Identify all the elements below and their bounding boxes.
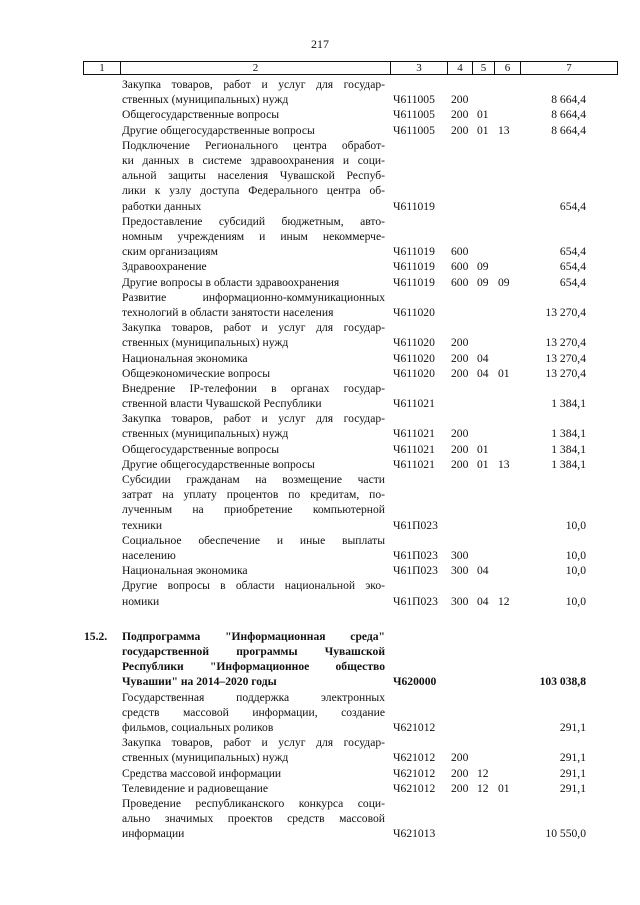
row-amount: 103 038,8 — [539, 675, 586, 689]
row-expense-type: 200 — [451, 457, 469, 471]
row-name-line: ственных (муниципальных) нужд — [122, 336, 289, 350]
row-name — [122, 766, 385, 781]
row-name — [122, 472, 385, 533]
row-expense-type: 200 — [451, 123, 469, 137]
row-code: Ч611005 — [393, 108, 435, 122]
row-name — [122, 214, 385, 260]
row-name-line: Средства массовой информации — [122, 766, 282, 780]
row-name-line: Национальная экономика — [122, 351, 248, 365]
row-amount: 291,1 — [559, 781, 586, 795]
row-expense-type: 200 — [451, 366, 469, 380]
section-number: 15.2. — [84, 629, 108, 643]
row-section: 04 — [477, 594, 489, 608]
row-code: Ч61П023 — [393, 518, 438, 532]
table-row — [0, 781, 640, 796]
row-code: Ч620000 — [393, 675, 437, 689]
row-name-line: Развитие информационно-коммуникационных — [122, 290, 385, 304]
row-name-line: Проведение республиканского конкурса соци- — [122, 796, 385, 810]
row-name-line: Телевидение и радиовещание — [122, 781, 269, 795]
table-row — [0, 290, 640, 320]
row-name — [122, 796, 385, 842]
row-name-line: Другие общегосударственные вопросы — [122, 123, 315, 137]
table-row — [0, 766, 640, 781]
row-expense-type: 300 — [451, 594, 469, 608]
row-name — [122, 781, 385, 796]
row-name-line: технологий в области занятости населения — [122, 305, 334, 319]
row-section: 01 — [477, 108, 489, 122]
row-name — [122, 77, 385, 107]
row-code: Ч611021 — [393, 442, 435, 456]
table-row — [0, 320, 640, 350]
row-name — [122, 563, 385, 578]
row-name — [122, 578, 385, 608]
row-name-line: альной защиты населения Чувашской Респуб- — [122, 169, 385, 183]
table-row — [0, 457, 640, 472]
row-name-line: Чувашии" на 2014–2020 годы — [122, 675, 277, 689]
column-header: 7 — [521, 62, 618, 75]
row-name-line: техники — [122, 518, 163, 532]
row-name-line: Закупка товаров, работ и услуг для государ- — [122, 321, 385, 335]
row-name-line: затрат на уплату процентов по кредитам, по- — [122, 488, 385, 502]
row-name-line: номным учреждениям и иным некоммерче- — [122, 229, 385, 243]
row-name-line: Общегосударственные вопросы — [122, 108, 280, 122]
row-name-line: Национальная экономика — [122, 564, 248, 578]
row-expense-type: 300 — [451, 564, 469, 578]
row-code: Ч621012 — [393, 751, 436, 765]
row-amount: 291,1 — [559, 721, 586, 734]
row-expense-type: 200 — [451, 336, 469, 350]
row-section: 01 — [477, 123, 489, 137]
row-amount: 10,0 — [565, 518, 586, 532]
row-expense-type: 200 — [451, 781, 469, 795]
row-code: Ч611021 — [393, 457, 435, 471]
row-name — [122, 123, 385, 138]
row-amount: 654,4 — [559, 199, 586, 213]
budget-rows — [0, 77, 640, 842]
row-amount: 8 664,4 — [551, 108, 586, 122]
row-name — [122, 457, 385, 472]
row-amount: 1 384,1 — [551, 397, 586, 411]
table-row — [0, 351, 640, 366]
row-code: Ч621012 — [393, 721, 436, 734]
column-header: 4 — [448, 62, 473, 75]
row-name-line: лученным на приобретение компьютерной — [122, 503, 385, 517]
row-amount: 1 384,1 — [551, 427, 586, 441]
column-header-table — [83, 61, 618, 75]
row-expense-type: 200 — [451, 427, 469, 441]
table-row — [0, 275, 640, 290]
table-row — [0, 796, 640, 842]
row-expense-type: 600 — [451, 245, 469, 259]
row-expense-type: 200 — [451, 751, 469, 765]
row-expense-type: 300 — [451, 549, 469, 563]
row-name-line: Внедрение IP-телефонии в органах государ- — [122, 381, 385, 395]
row-name — [122, 290, 385, 320]
row-name-line: лики к узлу доступа Федерального центра об- — [122, 184, 385, 198]
row-code: Ч611021 — [393, 427, 435, 441]
row-code: Ч611005 — [393, 93, 435, 107]
row-name-line: номики — [122, 594, 160, 608]
row-name-line: ственной власти Чувашской Республики — [122, 397, 322, 411]
row-expense-type: 200 — [451, 766, 469, 780]
row-name — [122, 629, 385, 690]
column-header: 6 — [495, 62, 521, 75]
table-row — [0, 138, 640, 214]
row-amount: 13 270,4 — [545, 366, 586, 380]
table-row — [0, 411, 640, 441]
row-section: 12 — [477, 781, 489, 795]
row-section: 04 — [477, 564, 489, 578]
row-name — [122, 366, 385, 381]
row-name-line: Другие общегосударственные вопросы — [122, 457, 315, 471]
row-amount: 13 270,4 — [545, 336, 586, 350]
row-name-line: Субсидии гражданам на возмещение части — [122, 473, 385, 487]
row-name-line: ственных (муниципальных) нужд — [122, 751, 289, 765]
row-name-line: работки данных — [122, 199, 202, 213]
row-name-line: информации — [122, 827, 185, 841]
column-header: 3 — [391, 62, 448, 75]
row-name — [122, 381, 385, 411]
table-row — [0, 259, 640, 274]
row-name-line: населению — [122, 549, 176, 563]
row-name — [122, 320, 385, 350]
row-name-line: Закупка товаров, работ и услуг для государ- — [122, 412, 385, 426]
row-code: Ч621012 — [393, 781, 436, 795]
row-code: Ч611019 — [393, 199, 435, 213]
row-name-line: Республики "Информационное общество — [122, 660, 385, 674]
row-section: 04 — [477, 351, 489, 365]
row-name-line: Социальное обеспечение и иные выплаты — [122, 533, 385, 547]
table-row — [0, 578, 640, 608]
row-code: Ч611005 — [393, 123, 435, 137]
row-name-line: ственных (муниципальных) нужд — [122, 93, 289, 107]
row-name — [122, 411, 385, 441]
row-name-line: фильмов, социальных роликов — [122, 721, 274, 735]
row-name-line: ским организациям — [122, 245, 218, 259]
row-expense-type: 200 — [451, 351, 469, 365]
row-amount: 291,1 — [559, 751, 586, 765]
row-name-line: Общеэкономические вопросы — [122, 366, 270, 380]
row-subsection: 12 — [498, 594, 510, 608]
row-subsection: 01 — [498, 366, 510, 380]
row-name — [122, 107, 385, 122]
row-code: Ч611020 — [393, 336, 435, 350]
row-code: Ч611020 — [393, 366, 435, 380]
row-name-line: ственных (муниципальных) нужд — [122, 427, 289, 441]
row-section: 04 — [477, 366, 489, 380]
table-row — [0, 735, 640, 765]
row-code: Ч611019 — [393, 245, 435, 259]
row-amount: 10 550,0 — [545, 827, 586, 841]
row-name-line: Здравоохранение — [122, 260, 207, 274]
row-code: Ч61П023 — [393, 594, 438, 608]
row-name-line: Другие вопросы в области здравоохранения — [122, 275, 340, 289]
table-row — [0, 690, 640, 736]
row-name-line: Предоставление субсидий бюджетным, авто- — [122, 214, 385, 228]
row-subsection: 13 — [498, 123, 510, 137]
row-section: 01 — [477, 442, 489, 456]
table-row — [0, 366, 640, 381]
row-amount: 8 664,4 — [551, 123, 586, 137]
row-code: Ч61П023 — [393, 549, 438, 563]
row-name — [122, 735, 385, 765]
row-expense-type: 200 — [451, 442, 469, 456]
table-row — [0, 472, 640, 533]
row-amount: 654,4 — [559, 245, 586, 259]
row-code: Ч611020 — [393, 351, 435, 365]
table-row — [0, 214, 640, 260]
table-row — [0, 533, 640, 563]
row-name-line: Общегосударственные вопросы — [122, 442, 280, 456]
row-section: 09 — [477, 260, 489, 274]
row-code: Ч61П023 — [393, 564, 438, 578]
table-row — [0, 563, 640, 578]
table-row — [0, 442, 640, 457]
row-amount: 13 270,4 — [545, 351, 586, 365]
row-expense-type: 600 — [451, 275, 469, 289]
row-name-line: Государственная поддержка электронных — [122, 690, 385, 704]
row-code: Ч621012 — [393, 766, 436, 780]
row-name-line: ки данных в системе здравоохранения и соци- — [122, 153, 385, 167]
row-code: Ч611020 — [393, 305, 435, 319]
row-subsection: 01 — [498, 781, 510, 795]
column-header: 2 — [121, 62, 391, 75]
row-name — [122, 138, 385, 214]
row-amount: 13 270,4 — [545, 305, 586, 319]
row-subsection: 13 — [498, 457, 510, 471]
row-name-line: Другие вопросы в области национальной эко- — [122, 579, 385, 593]
row-amount: 10,0 — [565, 564, 586, 578]
row-subsection: 09 — [498, 275, 510, 289]
row-name — [122, 259, 385, 274]
row-code: Ч611021 — [393, 397, 435, 411]
table-row — [0, 107, 640, 122]
row-section: 12 — [477, 766, 489, 780]
row-name-line: Подпрограмма "Информационная среда" — [122, 629, 385, 643]
row-code: Ч621013 — [393, 827, 436, 841]
row-name-line: государственной программы Чувашской — [122, 645, 385, 659]
row-section: 09 — [477, 275, 489, 289]
row-expense-type: 200 — [451, 93, 469, 107]
row-expense-type: 600 — [451, 260, 469, 274]
row-code: Ч611019 — [393, 275, 435, 289]
column-header: 1 — [84, 62, 121, 75]
row-amount: 291,1 — [559, 766, 586, 780]
row-amount: 1 384,1 — [551, 442, 586, 456]
row-name-line: Подключение Регионального центра обработ- — [122, 138, 385, 152]
row-name — [122, 275, 385, 290]
row-name-line: ально значимых проектов средств массовой — [122, 812, 385, 826]
table-row — [0, 381, 640, 411]
row-amount: 8 664,4 — [551, 93, 586, 107]
table-row — [0, 629, 640, 690]
row-name-line: Закупка товаров, работ и услуг для государ- — [122, 736, 385, 750]
row-code: Ч611019 — [393, 260, 435, 274]
row-amount: 10,0 — [565, 594, 586, 608]
column-header: 5 — [473, 62, 495, 75]
table-row — [0, 77, 640, 107]
row-amount: 10,0 — [565, 549, 586, 563]
column-header-row — [84, 62, 618, 75]
page-number: 217 — [311, 37, 329, 51]
row-name — [122, 533, 385, 563]
table-row — [0, 123, 640, 138]
row-name-line: Закупка товаров, работ и услуг для государ- — [122, 78, 385, 91]
row-name-line: средств массовой информации, создание — [122, 705, 385, 719]
row-section: 01 — [477, 457, 489, 471]
row-name — [122, 690, 385, 736]
row-name — [122, 351, 385, 366]
row-expense-type: 200 — [451, 108, 469, 122]
row-name — [122, 442, 385, 457]
row-amount: 1 384,1 — [551, 457, 586, 471]
row-amount: 654,4 — [559, 260, 586, 274]
row-amount: 654,4 — [559, 275, 586, 289]
